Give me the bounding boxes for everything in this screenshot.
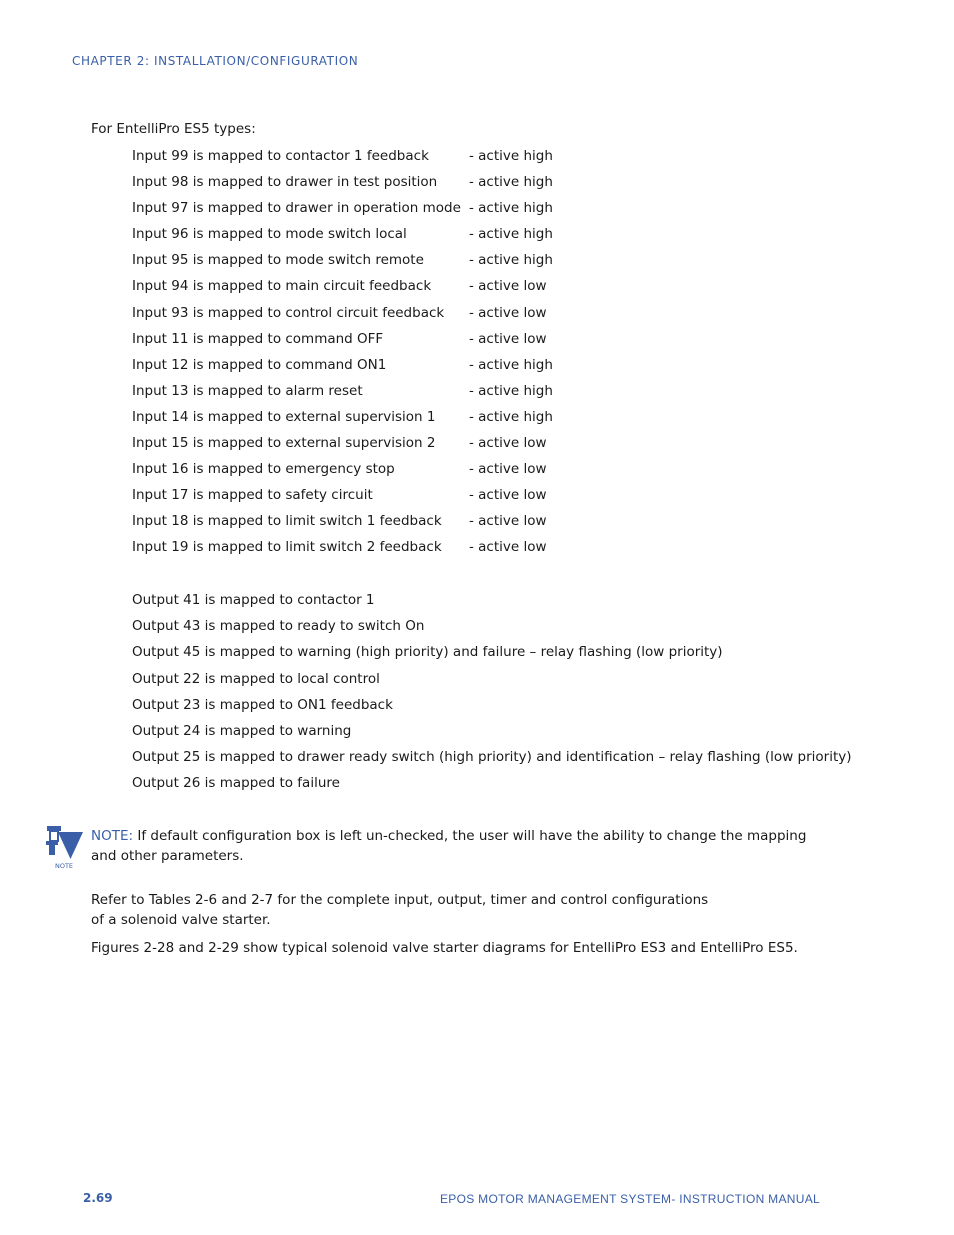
input-mapping-row (132, 195, 553, 221)
input-mapping-row (132, 378, 553, 404)
input-state: - active high (469, 356, 553, 373)
footer-manual-title: EPOS MOTOR MANAGEMENT SYSTEM- INSTRUCTION MANUAL (440, 1192, 820, 1206)
input-state: - active low (469, 435, 547, 452)
input-mapping-row (132, 300, 553, 326)
input-mapping-row (132, 169, 553, 195)
input-mapping-row (132, 534, 553, 560)
output-mapping-row: Output 22 is mapped to local control (132, 670, 380, 687)
note-body: If default configuration box is left un-checked, the user will have the ability to change the mapping and other parameters. (91, 828, 807, 864)
output-mapping-row: Output 24 is mapped to warning (132, 722, 352, 739)
input-mapping-row (132, 430, 553, 456)
input-state: - active high (469, 148, 553, 164)
input-description: Input 15 is mapped to external supervision 2 (132, 435, 436, 452)
input-state: - active high (469, 200, 553, 217)
input-description: Input 14 is mapped to external supervision 1 (132, 408, 436, 425)
input-state: - active high (469, 382, 553, 399)
input-mapping-row (132, 273, 553, 299)
output-mapping-row: Output 25 is mapped to drawer ready switch (high priority) and identification – relay flashing (low priority) (132, 749, 852, 766)
input-state: - active low (469, 278, 547, 295)
input-mapping-row (132, 482, 553, 508)
note-label: NOTE: (91, 828, 134, 844)
input-mapping-row (132, 143, 553, 169)
input-state: - active high (469, 252, 553, 269)
input-description: Input 16 is mapped to emergency stop (132, 461, 395, 478)
input-mapping-row (132, 221, 553, 247)
input-state: - active low (469, 487, 547, 504)
input-state: - active high (469, 174, 553, 191)
input-description: Input 96 is mapped to mode switch local (132, 226, 407, 243)
note-icon (44, 824, 84, 870)
input-mapping-row (132, 456, 553, 482)
input-description: Input 19 is mapped to limit switch 2 feedback (132, 539, 442, 556)
output-mapping-list (132, 587, 852, 797)
input-description: Input 11 is mapped to command OFF (132, 330, 384, 347)
input-description: Input 94 is mapped to main circuit feedback (132, 278, 432, 295)
input-state: - active high (469, 226, 553, 243)
input-description: Input 13 is mapped to alarm reset (132, 382, 363, 399)
input-state: - active low (469, 539, 547, 556)
input-description: Input 93 is mapped to control circuit feedback (132, 304, 445, 321)
output-mapping-row: Output 23 is mapped to ON1 feedback (132, 696, 393, 713)
page-number: 2.69 (83, 1191, 113, 1205)
input-state: - active low (469, 304, 547, 321)
chapter-header: CHAPTER 2: INSTALLATION/CONFIGURATION (72, 54, 359, 68)
input-state: - active low (469, 461, 547, 478)
input-description: Input 99 is mapped to contactor 1 feedback (132, 148, 429, 164)
input-mapping-row (132, 326, 553, 352)
note-icon-label: NOTE (54, 862, 74, 870)
output-mapping-row: Output 45 is mapped to warning (high priority) and failure – relay flashing (low priority) (132, 644, 723, 661)
output-mapping-row: Output 43 is mapped to ready to switch On (132, 618, 425, 635)
input-mapping-row (132, 352, 553, 378)
input-mapping-row (132, 508, 553, 534)
input-mapping-row (132, 247, 553, 273)
output-mapping-row: Output 26 is mapped to failure (132, 775, 340, 792)
input-description: Input 18 is mapped to limit switch 1 feedback (132, 513, 442, 530)
note-paragraph (91, 826, 821, 866)
input-state: - active low (469, 330, 547, 347)
intro-text: For EntelliPro ES5 types: (91, 121, 256, 137)
figures-paragraph: Figures 2-28 and 2-29 show typical solenoid valve starter diagrams for EntelliPro ES3 and EntelliPro ES5. (91, 940, 798, 956)
input-description: Input 95 is mapped to mode switch remote (132, 252, 424, 269)
output-mapping-row: Output 41 is mapped to contactor 1 (132, 592, 375, 608)
input-mapping-row (132, 404, 553, 430)
input-state: - active high (469, 408, 553, 425)
reference-paragraph: Refer to Tables 2-6 and 2-7 for the complete input, output, timer and control configurations of a solenoid valve starter. (91, 892, 709, 928)
input-description: Input 17 is mapped to safety circuit (132, 487, 373, 504)
input-description: Input 97 is mapped to drawer in operation mode (132, 200, 461, 217)
input-mapping-list (132, 143, 553, 561)
input-description: Input 98 is mapped to drawer in test position (132, 174, 438, 191)
input-description: Input 12 is mapped to command ON1 (132, 356, 387, 373)
input-state: - active low (469, 513, 547, 530)
